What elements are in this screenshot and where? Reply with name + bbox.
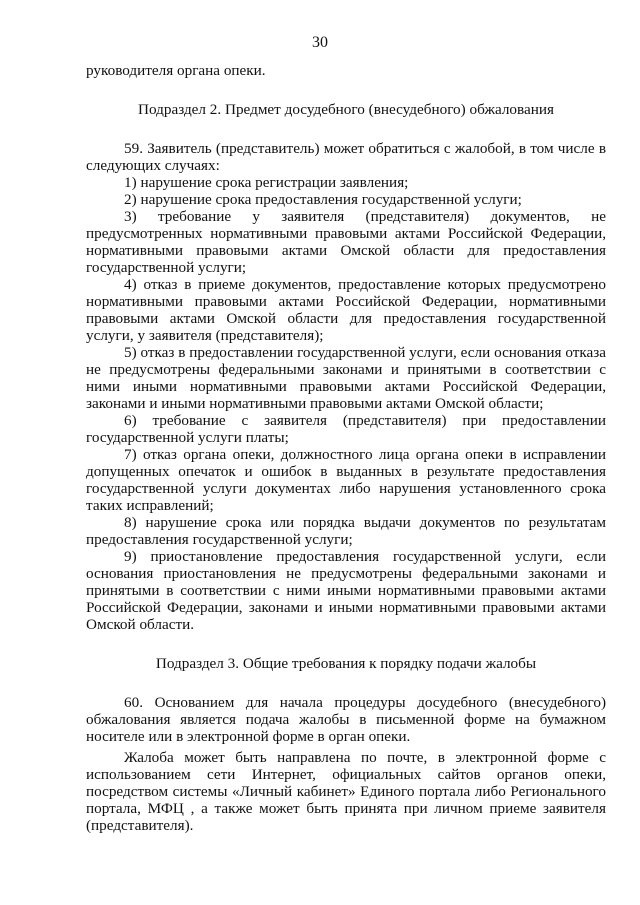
clause-59-item-4: 4) отказ в приеме документов, предоставление которых предусмотрено нормативными правовыми актами Российской Федерации, нормативными правовыми актами Омской области для предоставления государственной услуги, у заявителя (представителя); — [86, 276, 606, 344]
subsection-3-heading: Подраздел 3. Общие требования к порядку подачи жалобы — [155, 655, 537, 672]
clause-59-item-6: 6) требование с заявителя (представителя) при предоставлении государственной услуги платы; — [86, 412, 606, 446]
clause-59-intro: 59. Заявитель (представитель) может обратиться с жалобой, в том числе в следующих случаях: — [86, 140, 606, 174]
clause-59-item-9: 9) приостановление предоставления государственной услуги, если основания приостановления не предусмотрены федеральными законами и принятыми в соответствии с ними иными нормативными правовыми актами Российской Федерации, законами и иными нормативными правовыми актами Омской области. — [86, 548, 606, 633]
clause-60-paragraph-2: Жалоба может быть направлена по почте, в электронной форме с использованием сети Интернет, официальных сайтов органов опеки, посредством системы «Личный кабинет» Единого портала либо Регионального портала, МФЦ , а также может быть принята при личном приеме заявителя (представителя). — [86, 749, 606, 834]
clause-60-paragraph-1: 60. Основанием для начала процедуры досудебного (внесудебного) обжалования является подача жалобы в письменной форме на бумажном носителе или в электронной форме в орган опеки. — [86, 694, 606, 745]
clause-59-item-5: 5) отказ в предоставлении государственной услуги, если основания отказа не предусмотрены федеральными законами и принятыми в соответствии с ними иными нормативными правовыми актами Российской Федерации, законами и иными нормативными правовыми актами Омской области; — [86, 344, 606, 412]
page-number: 30 — [312, 34, 328, 51]
subsection-2-heading: Подраздел 2. Предмет досудебного (внесудебного) обжалования — [138, 101, 554, 118]
clause-59-item-7: 7) отказ органа опеки, должностного лица органа опеки в исправлении допущенных опечаток и ошибок в выданных в результате предоставления государственной услуги документах либо нарушения установленного срока таких исправлений; — [86, 446, 606, 514]
lead-continued-text: руководителя органа опеки. — [86, 62, 266, 79]
clause-59-item-3: 3) требование у заявителя (представителя) документов, не предусмотренных нормативными правовыми актами Российской Федерации, нормативными правовыми актами Омской области для предоставления государственной услуги; — [86, 208, 606, 276]
clause-59-item-8: 8) нарушение срока или порядка выдачи документов по результатам предоставления государственной услуги; — [86, 514, 606, 548]
clause-59-item-1: 1) нарушение срока регистрации заявления; — [124, 174, 409, 191]
clause-59-item-2: 2) нарушение срока предоставления государственной услуги; — [124, 191, 522, 208]
document-body — [86, 62, 606, 834]
